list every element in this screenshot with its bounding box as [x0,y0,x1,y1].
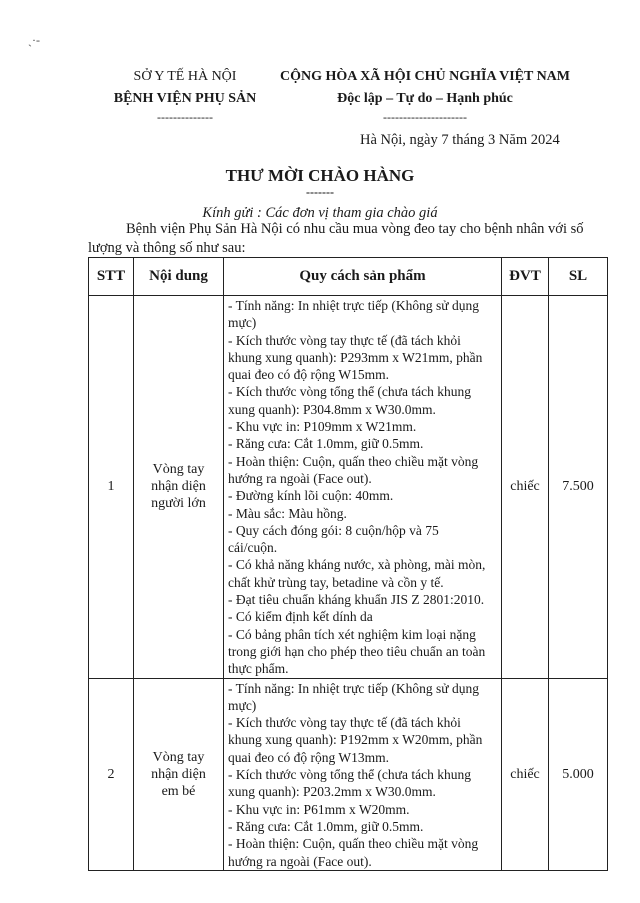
document-title: THƯ MỜI CHÀO HÀNG [225,166,415,185]
header-spec: Quy cách sản phẩm [224,258,502,296]
greeting-line: Kính gửi : Các đơn vị tham gia chào giá [202,205,438,221]
spec-line: khung xung quanh): P293mm x W21mm, phần [228,349,483,365]
row-spec-list [224,296,502,679]
title-divider: ------- [306,185,334,199]
spec-line: - Tính năng: In nhiệt trực tiếp (Không sử dụng [228,680,479,696]
spec-line: mực) [228,315,257,331]
spec-line: - Khu vực in: P61mm x W20mm. [228,801,410,817]
scan-mark: ˎ·- [28,33,40,47]
spec-line: - Kích thước vòng tay thực tế (đã tách khỏi [228,332,461,348]
spec-line: - Răng cưa: Cắt 1.0mm, giữ 0.5mm. [228,436,424,452]
spec-line: mực) [228,697,257,713]
header-stt: STT [89,258,134,296]
motto-divider: --------------------- [383,110,467,124]
row-unit: chiếc [502,296,549,679]
document-date: Hà Nội, ngày 7 tháng 3 Năm 2024 [360,132,560,148]
table-row [89,296,608,679]
hospital-name: BỆNH VIỆN PHỤ SẢN [113,91,257,106]
row-unit: chiếc [502,678,549,870]
spec-line: quai đeo có độ rộng W15mm. [228,367,389,383]
spec-line: chất khử trùng tay, betadine và cồn y tế. [228,574,444,590]
spec-line: khung xung quanh): P192mm x W20mm, phần [228,732,483,748]
spec-line: - Kích thước vòng tổng thể (chưa tách khung [228,767,471,783]
issuer-block [100,66,270,124]
spec-line: - Khu vực in: P109mm x W21mm. [228,419,417,435]
spec-line: cái/cuộn. [228,540,278,556]
country-name: CỘNG HÒA XÃ HỘI CHỦ NGHĨA VIỆT NAM [279,69,570,84]
spec-line: - Răng cưa: Cắt 1.0mm, giữ 0.5mm. [228,818,424,834]
spec-line: - Có kiểm định kết dính da [228,609,373,625]
issuer-divider: -------------- [157,110,213,124]
spec-line: xung quanh): P203.2mm x W30.0mm. [228,784,436,800]
spec-line: - Có khả năng kháng nước, xà phòng, mài mòn, [228,557,486,573]
row-stt: 2 [89,678,134,870]
spec-line: - Tính năng: In nhiệt trực tiếp (Không sử dụng [228,298,479,313]
table-row [89,678,608,870]
spec-line: - Có bảng phân tích xét nghiệm kim loại nặng [228,626,476,642]
spec-line: - Hoàn thiện: Cuộn, quấn theo chiều mặt vòng [228,453,479,469]
intro-paragraph: Bệnh viện Phụ Sản Hà Nội có nhu cầu mua vòng đeo tay cho bệnh nhân với số lượng và thông số như sau: [88,221,584,256]
row-item-name: Vòng tay nhận diện người lớn [134,296,224,679]
spec-line: hướng ra ngoài (Face out). [228,470,372,486]
spec-line: - Đạt tiêu chuẩn kháng khuẩn JIS Z 2801:2010. [228,592,485,608]
product-table [88,257,608,871]
spec-line: xung quanh): P304.8mm x W30.0mm. [228,401,436,417]
spec-line: quai đeo có độ rộng W13mm. [228,749,389,765]
row-spec-list [224,678,502,870]
table-header-row [89,258,608,296]
spec-line: - Kích thước vòng tay thực tế (đã tách khỏi [228,715,461,731]
spec-line: trong giới hạn cho phép theo tiêu chuẩn an toàn [228,643,486,659]
row-item-name: Vòng tay nhận diện em bé [134,678,224,870]
header-unit: ĐVT [502,258,549,296]
header-content: Nội dung [134,258,224,296]
spec-line: thực phẩm. [228,661,289,677]
row-stt: 1 [89,296,134,679]
header-quantity: SL [549,258,608,296]
row-quantity: 7.500 [549,296,608,679]
national-header [270,66,580,124]
row-quantity: 5.000 [549,678,608,870]
ministry-name: SỞ Y TẾ HÀ NỘI [133,69,237,84]
spec-line: - Màu sắc: Màu hồng. [228,505,347,521]
spec-line: - Hoàn thiện: Cuộn, quấn theo chiều mặt vòng [228,836,479,852]
national-motto: Độc lập – Tự do – Hạnh phúc [337,91,513,106]
spec-line: - Kích thước vòng tổng thể (chưa tách khung [228,384,471,400]
spec-line: hướng ra ngoài (Face out). [228,853,372,869]
spec-line: - Quy cách đóng gói: 8 cuộn/hộp và 75 [228,522,439,538]
spec-line: - Đường kính lõi cuộn: 40mm. [228,488,394,504]
